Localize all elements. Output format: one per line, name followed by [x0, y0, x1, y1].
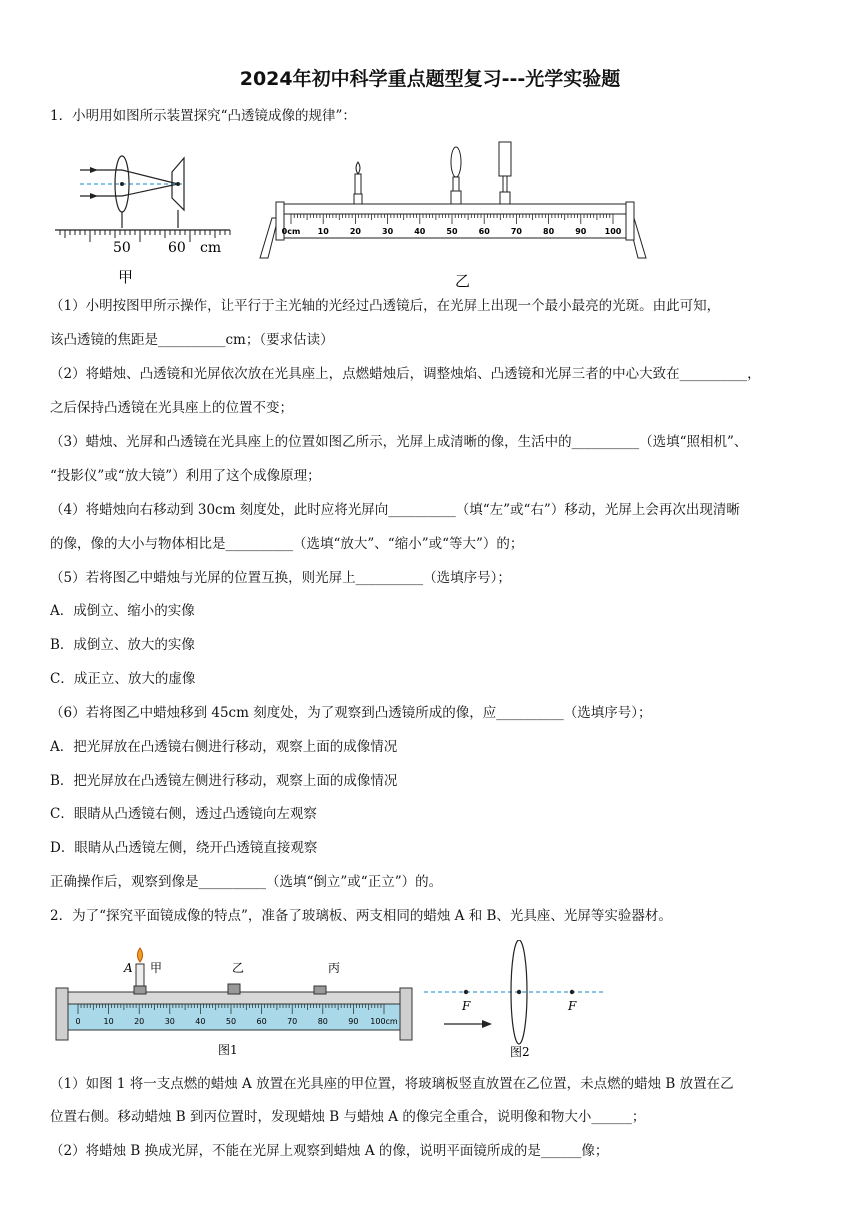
ruler-tick-label: 50 [446, 227, 458, 236]
q1-part6: （6）若将图乙中蜡烛移到 45cm 刻度处，为了观察到凸透镜所成的像，应__________（选填序号）； [50, 705, 652, 721]
ruler-tick-label: 10 [103, 1017, 114, 1026]
q1-part2-line2: 之后保持凸透镜在光具座上的位置不变； [50, 400, 293, 416]
q1-part5-option-a: A．成倒立、缩小的实像 [50, 603, 195, 619]
q2-part1-line1: （1）如图 1 将一支点燃的蜡烛 A 放置在光具座的甲位置，将玻璃板竖直放置在乙位置，未点燃的蜡烛 B 放置在乙 [50, 1076, 734, 1092]
ruler-tick-label: 30 [164, 1017, 175, 1026]
figure-1-label: 图1 [218, 1043, 238, 1057]
q1-part6-option-c: C．眼睛从凸透镜右侧，透过凸透镜向左观察 [50, 806, 317, 822]
ruler-tick-label: 90 [348, 1017, 359, 1026]
q2-part2: （2）将蜡烛 B 换成光屏，不能在光屏上观察到蜡烛 A 的像，说明平面镜所成的是______像； [50, 1143, 609, 1159]
question-1-stem: 1．小明用如图所示装置探究“凸透镜成像的规律”： [50, 108, 356, 124]
fig2-mark-f-right: F [568, 999, 577, 1013]
ruler-tick-label: 0 [75, 1017, 81, 1026]
q1-part5: （5）若将图乙中蜡烛与光屏的位置互换，则光屏上__________（选填序号）； [50, 570, 511, 586]
fig1-mark-yi: 乙 [232, 961, 245, 975]
figure-yi-label: 乙 [455, 272, 471, 290]
figure-jia [50, 148, 240, 288]
fig2-mark-f-left: F [462, 999, 471, 1013]
fig1-mark-bing: 丙 [328, 961, 341, 975]
figure-2-label: 图2 [510, 1045, 530, 1059]
ruler-tick-label: 70 [510, 227, 522, 236]
figure-1 [50, 942, 420, 1062]
ruler-tick-label: 100 [604, 227, 622, 236]
ruler-tick-label: 20 [134, 1017, 145, 1026]
q1-part5-option-b: B．成倒立、放大的实像 [50, 637, 195, 653]
q1-part3-line1: （3）蜡烛、光屏和凸透镜在光具座上的位置如图乙所示，光屏上成清晰的像，生活中的__________（选填“照相机”、 [50, 434, 748, 450]
ruler-tick-label: 0cm [281, 227, 301, 236]
ruler-tick-label: 20 [349, 227, 361, 236]
ruler-tick-label: 40 [195, 1017, 206, 1026]
jia-tick-60: 60 [168, 240, 186, 256]
q1-part2-line1: （2）将蜡烛、凸透镜和光屏依次放在光具座上，点燃蜡烛后，调整烛焰、凸透镜和光屏三者的中心大致在__________， [50, 366, 761, 382]
ruler-tick-label: 90 [575, 227, 587, 236]
ruler-tick-label: 10 [317, 227, 329, 236]
ruler-tick-label: 30 [382, 227, 394, 236]
fig1-mark-jia: 甲 [150, 961, 163, 975]
q2-part1-line2: 位置右侧。移动蜡烛 B 到丙位置时，发现蜡烛 B 与蜡烛 A 的像完全重合，说明像和物大小______； [50, 1109, 646, 1125]
ruler-tick-label: 80 [543, 227, 555, 236]
q1-part6-conclusion: 正确操作后，观察到像是__________（选填“倒立”或“正立”）的。 [50, 874, 443, 890]
jia-tick-50: 50 [113, 240, 131, 256]
ruler-tick-label: 60 [256, 1017, 267, 1026]
figure-yi [258, 140, 658, 290]
q1-part4-line1: （4）将蜡烛向右移动到 30cm 刻度处，此时应将光屏向__________（填“左”或“右”）移动，光屏上会再次出现清晰 [50, 502, 740, 518]
question-2-stem: 2．为了“探究平面镜成像的特点”，准备了玻璃板、两支相同的蜡烛 A 和 B、光具座、光屏等实验器材。 [50, 908, 672, 924]
ruler-tick-label: 70 [287, 1017, 298, 1026]
ruler-tick-label: 80 [317, 1017, 328, 1026]
ruler-tick-label: 50 [225, 1017, 237, 1026]
q1-part1-line2: 该凸透镜的焦距是__________cm；（要求估读） [50, 332, 334, 348]
fig1-mark-a: A [124, 961, 133, 975]
q1-part6-option-d: D．眼睛从凸透镜左侧，绕开凸透镜直接观察 [50, 840, 318, 856]
q1-part1-line1: （1）小明按图甲所示操作，让平行于主光轴的光经过凸透镜后，在光屏上出现一个最小最亮的光斑。由此可知， [50, 298, 721, 314]
q1-part5-option-c: C．成正立、放大的虚像 [50, 671, 196, 687]
ruler-tick-label: 40 [414, 227, 426, 236]
figure-2 [420, 940, 610, 1062]
ruler-tick-label: 100cm [370, 1017, 398, 1026]
page-title: 2024年初中科学重点题型复习---光学实验题 [239, 68, 621, 90]
figure-jia-label: 甲 [118, 268, 134, 286]
q1-part6-option-a: A．把光屏放在凸透镜右侧进行移动，观察上面的成像情况 [50, 739, 398, 755]
ruler-tick-label: 60 [478, 227, 490, 236]
q1-part3-line2: “投影仪”或“放大镜”）利用了这个成像原理； [50, 468, 321, 484]
jia-tick-unit: cm [200, 240, 222, 256]
q1-part6-option-b: B．把光屏放在凸透镜左侧进行移动，观察上面的成像情况 [50, 773, 398, 789]
q1-part4-line2: 的像，像的大小与物体相比是__________（选填“放大”、“缩小”或“等大”）的； [50, 536, 524, 552]
